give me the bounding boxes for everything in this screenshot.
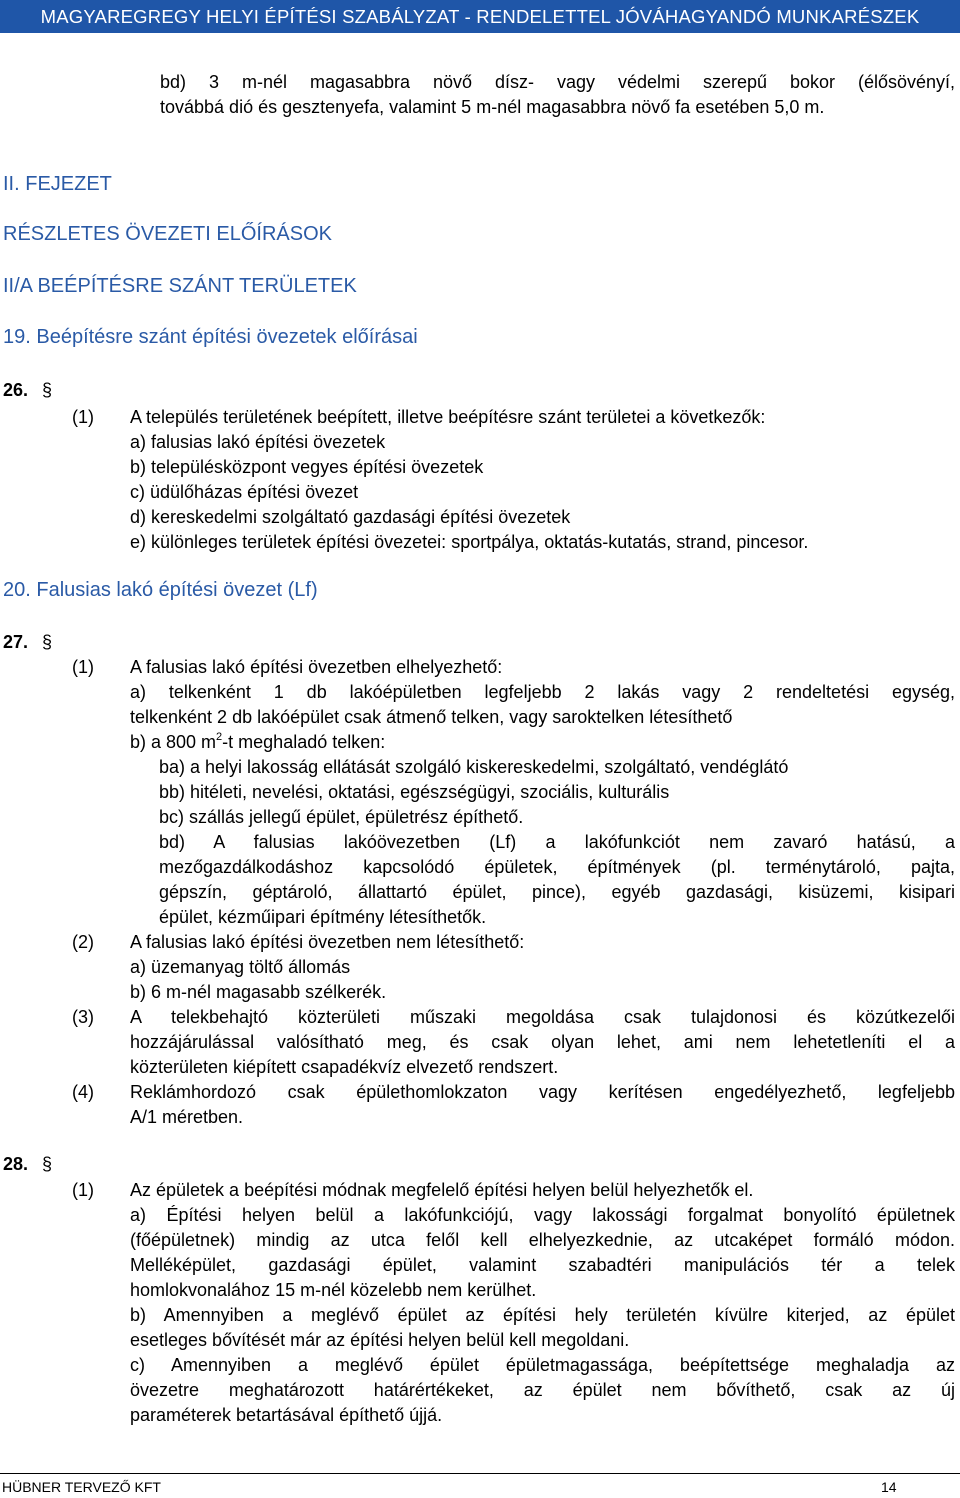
- s28-p1-text: Az épületek a beépítési módnak megfelelő építési helyen belül helyezhetők el.: [130, 1180, 754, 1200]
- s28-a-line3: Melléképület, gazdasági épület, valamint szabadtéri manipulációs tér a telek: [130, 1255, 955, 1275]
- s27-p1-bd-line1: bd) A falusias lakóövezetben (Lf) a lakófunkciót nem zavaró hatású, a: [159, 832, 955, 852]
- paragraph-28-number: 28.: [3, 1154, 29, 1174]
- page-number: 14: [881, 1479, 897, 1495]
- s27-p1-bd-line4: épület, kézműipari építmény létesíthetők.: [159, 907, 487, 927]
- s26-p1-number: (1): [72, 407, 94, 427]
- part-title: II/A BEÉPÍTÉSRE SZÁNT TERÜLETEK: [3, 275, 357, 297]
- s27-p1-a-line1: a) telkenként 1 db lakóépületben legfeljebb 2 lakás vagy 2 rendeltetési egység,: [130, 682, 955, 702]
- s27-p1-b-text: b) a 800 m: [130, 732, 217, 752]
- section-sign: §: [42, 380, 53, 400]
- section-19-title: 19. Beépítésre szánt építési övezetek előírásai: [3, 326, 418, 348]
- s28-b-line1: b) Amennyiben a meglévő épület az építési hely területén kívülre kiterjed, az épület: [130, 1305, 955, 1325]
- s27-p3-line1: A telekbehajtó közterületi műszaki megoldása csak tulajdonosi és közútkezelői: [130, 1007, 955, 1027]
- intro-line-1: bd) 3 m-nél magasabbra növő dísz- vagy védelmi szerepű bokor (élősövényí,: [160, 72, 955, 92]
- s28-c-line2: övezetre meghatározott határértékeket, az épület nem bővíthető, csak az új: [130, 1380, 955, 1400]
- list-item: a) falusias lakó építési övezetek: [130, 432, 386, 452]
- s27-p1-text: A falusias lakó építési övezetben elhelyezhető:: [130, 657, 503, 677]
- s27-p1-b-text-end: -t meghaladó telken:: [222, 732, 386, 752]
- superscript: 2: [216, 731, 223, 743]
- s28-c-line1: c) Amennyiben a meglévő épület épületmagassága, beépítettsége meghaladja az: [130, 1355, 955, 1375]
- section-sign: §: [42, 1154, 53, 1174]
- chapter-subtitle: RÉSZLETES ÖVEZETI ELŐÍRÁSOK: [3, 223, 332, 245]
- s27-p1-bc: bc) szállás jellegű épület, épületrész építhető.: [159, 807, 524, 827]
- s27-p1-bd-line2: mezőgazdálkodáshoz kapcsolódó épületek, építmények (pl. terménytároló, pajta,: [159, 857, 955, 877]
- paragraph-26-number: 26.: [3, 380, 29, 400]
- s28-a-line1: a) Építési helyen belül a lakófunkciójú, vagy lakossági forgalmat bonyolító épületnek: [130, 1205, 955, 1225]
- s27-p2-b: b) 6 m-nél magasabb szélkerék.: [130, 982, 387, 1002]
- s27-p2-a: a) üzemanyag töltő állomás: [130, 957, 351, 977]
- page-header: MAGYAREGREGY HELYI ÉPÍTÉSI SZABÁLYZAT - RENDELETTEL JÓVÁHAGYANDÓ MUNKARÉSZEK: [0, 0, 960, 33]
- s27-p4-number: (4): [72, 1082, 94, 1102]
- s27-p1-bd-line3: gépszín, géptároló, állattartó épület, pince), egyéb gazdasági, kisüzemi, kisipari: [159, 882, 955, 902]
- s26-p1-text: A település területének beépített, illetve beépítésre szánt területei a következők:: [130, 407, 766, 427]
- intro-line-2: továbbá dió és gesztenyefa, valamint 5 m-nél magasabbra növő fa esetében 5,0 m.: [160, 97, 825, 117]
- s27-p1-b: [130, 730, 385, 755]
- s27-p1-ba: ba) a helyi lakosság ellátását szolgáló kiskereskedelmi, szolgáltató, vendéglátó: [159, 757, 789, 777]
- s27-p4-line2: A/1 méretben.: [130, 1107, 244, 1127]
- footer-company: HÜBNER TERVEZŐ KFT: [2, 1479, 161, 1495]
- list-item: d) kereskedelmi szolgáltató gazdasági építési övezetek: [130, 507, 571, 527]
- s27-p3-line2: hozzájárulással valósítható meg, és csak olyan lehet, ami nem lehetetleníti el a: [130, 1032, 955, 1052]
- s27-p3-number: (3): [72, 1007, 94, 1027]
- s27-p3-line3: közterületen kiépített csapadékvíz elvezető rendszert.: [130, 1057, 559, 1077]
- list-item: e) különleges területek építési övezetei: sportpálya, oktatás-kutatás, strand, pincesor.: [130, 532, 809, 552]
- s28-c-line3: paraméterek betartásával építhető újjá.: [130, 1405, 443, 1425]
- s27-p1-bb: bb) hitéleti, nevelési, oktatási, egészségügyi, szociális, kulturális: [159, 782, 670, 802]
- s27-p1-number: (1): [72, 657, 94, 677]
- section-20-title: 20. Falusias lakó építési övezet (Lf): [3, 579, 318, 601]
- s27-p1-a-line2: telkenként 2 db lakóépület csak átmenő telken, vagy saroktelken létesíthető: [130, 707, 733, 727]
- s28-p1-number: (1): [72, 1180, 94, 1200]
- section-sign: §: [42, 632, 53, 652]
- s26-zone-list: [130, 430, 808, 555]
- s27-p2-text: A falusias lakó építési övezetben nem létesíthető:: [130, 932, 525, 952]
- list-item: b) településközpont vegyes építési övezetek: [130, 457, 484, 477]
- s28-a-line2: (főépületnek) mindig az utca felől kell elhelyezkednie, az utcaképet formáló módon.: [130, 1230, 955, 1250]
- paragraph-27-number: 27.: [3, 632, 29, 652]
- page-footer: [0, 1473, 960, 1496]
- s28-b-line2: esetleges bővítését már az építési helyen belül kell megoldani.: [130, 1330, 630, 1350]
- chapter-title: II. FEJEZET: [3, 173, 112, 195]
- list-item: c) üdülőházas építési övezet: [130, 482, 359, 502]
- s28-a-line4: homlokvonalához 15 m-nél közelebb nem kerülhet.: [130, 1280, 537, 1300]
- s27-p4-line1: Reklámhordozó csak épülethomlokzaton vagy kerítésen engedélyezhető, legfeljebb: [130, 1082, 955, 1102]
- s27-p2-number: (2): [72, 932, 94, 952]
